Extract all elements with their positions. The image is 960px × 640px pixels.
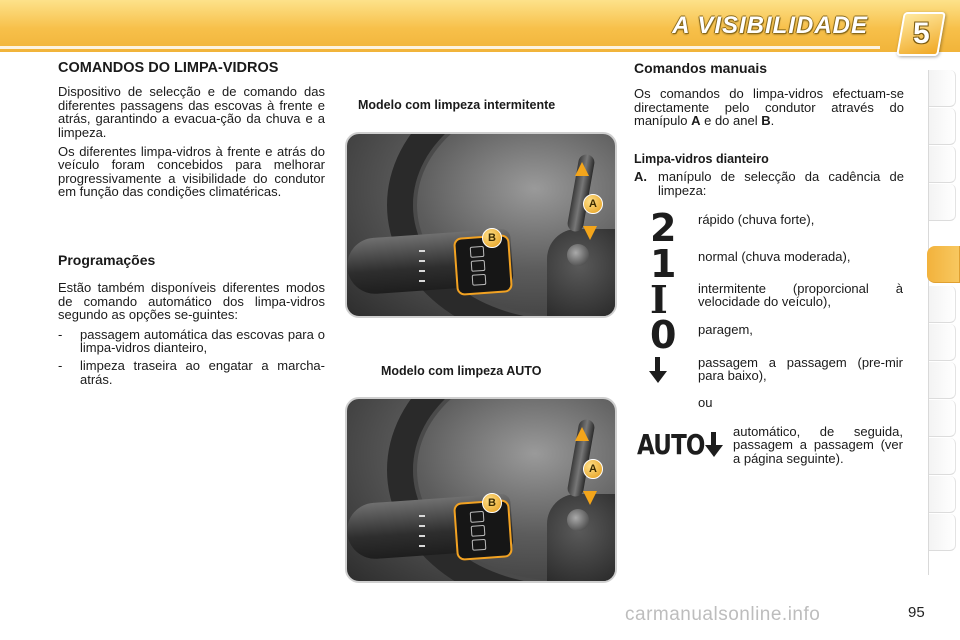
side-tab-10[interactable] [929, 438, 956, 475]
ring-symbol [470, 246, 485, 258]
side-tab-7[interactable] [929, 324, 956, 361]
item-a-text: manípulo de selecção da cadência de limpeza: [658, 169, 904, 198]
list-item-text: passagem automática das escovas para o limpa-vidros dianteiro, [80, 326, 325, 356]
down-arrow-icon [649, 371, 667, 383]
manual-intro [634, 87, 904, 127]
ring-symbol [471, 525, 486, 537]
intro-text: Os comandos do limpa-vidros efectuam-se directamente pelo condutor através do manípulo [634, 86, 904, 129]
chapter-number: 5 [912, 17, 930, 50]
arrow-down-icon [583, 491, 597, 505]
item-a-label: A. [634, 169, 647, 185]
section-title: COMANDOS DO LIMPA-VIDROS [58, 60, 279, 76]
header-band [0, 0, 960, 52]
list-item [58, 359, 325, 386]
ring-symbol [471, 260, 486, 272]
ring-symbol [470, 511, 485, 523]
programming-section [58, 254, 325, 391]
design-paragraph: Os diferentes limpa-vidros à frente e atrás do veículo foram concebidos para melhorar progressivamente a visibilidade do condutor em função das condições climatéricas. [58, 144, 325, 200]
stalk-tick [419, 280, 425, 282]
side-tab-12[interactable] [929, 514, 956, 551]
list-item [58, 328, 325, 355]
ring-symbol [472, 539, 487, 551]
stalk-photo-auto [345, 397, 617, 583]
arrow-up-icon [575, 162, 589, 176]
label-a-marker: A [583, 194, 603, 214]
stalk-tick [419, 545, 425, 547]
row-text-stop: paragem, [698, 322, 753, 337]
arrow-up-icon [575, 427, 589, 441]
right-column [634, 62, 904, 134]
symbol-1: 1 [650, 242, 677, 286]
steering-column [547, 494, 617, 583]
label-a-marker: A [583, 459, 603, 479]
intro-ref-b: B [761, 113, 771, 129]
stalk-tick [419, 260, 425, 262]
chapter-badge [896, 12, 946, 56]
ring-symbol [472, 274, 487, 286]
row-text-single-wipe: passagem a passagem (pre-mir para baixo), [698, 355, 903, 384]
side-tab-9[interactable] [929, 400, 956, 437]
manual-controls-title: Comandos manuais [634, 60, 768, 76]
control-knob [567, 509, 589, 531]
list-dash: - [58, 326, 63, 342]
control-knob [567, 244, 589, 266]
arrow-down-icon [583, 226, 597, 240]
intro-text: . [770, 113, 775, 129]
intro-text: e do anel [700, 113, 762, 129]
watermark: carmanualsonline.info [625, 604, 821, 625]
side-tab-4[interactable] [929, 184, 956, 221]
side-tab-6[interactable] [929, 286, 956, 323]
side-tab-11[interactable] [929, 476, 956, 513]
down-arrow-icon [655, 357, 660, 372]
list-item-text: limpeza traseira ao engatar a marcha-atrás. [80, 358, 325, 387]
stalk-tick [419, 250, 425, 252]
symbol-2: 2 [650, 206, 677, 250]
side-tab-8[interactable] [929, 362, 956, 399]
stalk-tick [419, 535, 425, 537]
left-column [58, 62, 325, 205]
intro-ref-a: A [691, 113, 701, 129]
programming-paragraph: Estão também disponíveis diferentes modos de comando automático dos limpa-vidros segundo as opções se-guintes: [58, 280, 325, 323]
steering-column [547, 229, 617, 318]
or-text: ou [698, 395, 713, 410]
front-wiper-title: Limpa-vidros dianteiro [634, 152, 769, 166]
page-title: A VISIBILIDADE [672, 12, 868, 39]
row-text-intermittent: intermitente (proporcional à velocidade do veículo), [698, 281, 903, 310]
side-tab-2[interactable] [929, 108, 956, 145]
page-number: 95 [908, 604, 925, 621]
symbol-intermittent: I [650, 277, 668, 322]
stalk-tick [419, 270, 425, 272]
side-tab-1[interactable] [929, 70, 956, 107]
auto-symbol: AUTO [637, 428, 705, 461]
row-text-auto: automático, de seguida, passagem a passagem (ver a página seguinte). [733, 424, 903, 466]
front-wiper-block [634, 153, 904, 197]
stalk-tick [419, 515, 425, 517]
down-arrow-icon [705, 445, 723, 457]
label-b-marker: B [482, 493, 502, 513]
photo-caption-intermittent: Modelo com limpeza intermitente [358, 98, 556, 112]
symbol-0: 0 [650, 313, 677, 357]
label-b-marker: B [482, 228, 502, 248]
header-rule [0, 46, 880, 49]
side-tab-3[interactable] [929, 146, 956, 183]
row-text-fast: rápido (chuva forte), [698, 212, 815, 227]
down-arrow-icon [711, 432, 716, 446]
intro-paragraph: Dispositivo de selecção e de comando das diferentes passagens das escovas à frente e atrás, garantindo a evacua-ção da chuva e a limpeza. [58, 84, 325, 140]
stalk-tick [419, 525, 425, 527]
programming-title: Programações [58, 252, 156, 268]
photo-caption-auto: Modelo com limpeza AUTO [381, 364, 542, 378]
item-a [634, 170, 904, 197]
list-dash: - [58, 358, 63, 374]
stalk-photo-intermittent [345, 132, 617, 318]
side-tabs [928, 70, 959, 575]
row-text-normal: normal (chuva moderada), [698, 249, 851, 264]
side-tab-5-active[interactable] [927, 246, 960, 283]
